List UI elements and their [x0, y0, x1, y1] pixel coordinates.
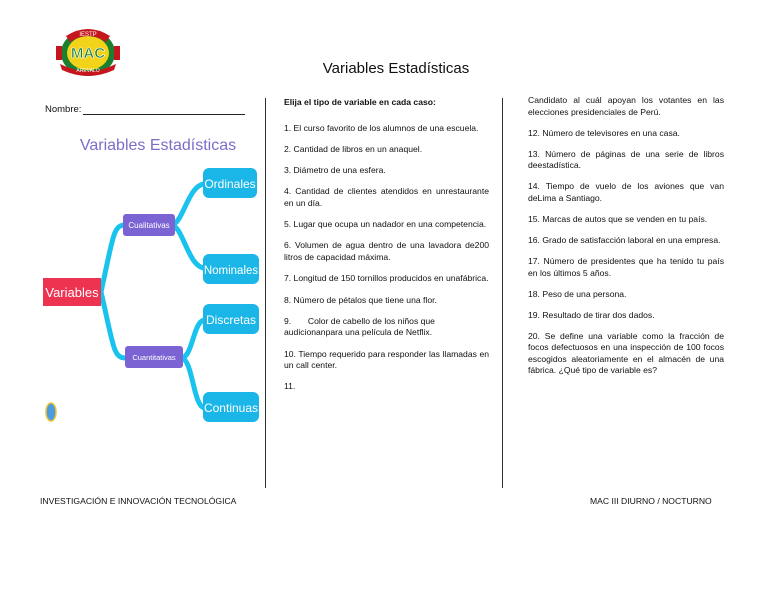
mindmap-branch-cualitativas-label: Cualitativas [128, 221, 170, 230]
question-item: 19. Resultado de tirar dos dados. [528, 309, 655, 320]
question-item: 7. Longitud de 150 tornillos producidos en unafábrica. [284, 273, 489, 284]
questions-column-right [528, 95, 724, 386]
question-item: 4. Cantidad de clientes atendidos en unrestaurante en un día. [284, 186, 489, 208]
question-item: 15. Marcas de autos que se venden en tu país. [528, 213, 708, 224]
logo-sub-text: AREVALO [76, 68, 100, 74]
name-blank-line[interactable] [83, 104, 245, 115]
mindmap-leaf-discretas-label: Discretas [205, 313, 257, 327]
name-field-row [45, 104, 245, 115]
question-item: 2. Cantidad de libros en un anaquel. [284, 143, 423, 154]
mindmap-title: Variables Estadísticas [79, 137, 237, 154]
footer-left-text: INVESTIGACIÓN E INNOVACIÓN TECNOLÓGICA [40, 496, 237, 506]
question-item: Candidato al cuál apoyan los votantes en las elecciones presidenciales de Perú. [528, 95, 724, 117]
mindmap-branch-cuantitativas-label: Cuantitativas [132, 353, 176, 362]
footer-right-text: MAC III DIURNO / NOCTURNO [590, 496, 712, 506]
question-item: 16. Grado de satisfacción laboral en una empresa. [528, 234, 721, 245]
question-item: 9. Color de cabello de los niños que audicionanpara una película de Netflix. [284, 315, 438, 338]
mindmap-leaf-nominales-label: Nominales [203, 265, 259, 277]
question-item: 5. Lugar que ocupa un nadador en una competencia. [284, 219, 487, 230]
mindmap-leaf-ordinales-label: Ordinales [204, 177, 256, 191]
variables-mindmap [43, 128, 263, 440]
column-divider-left [265, 98, 266, 488]
question-item: 8. Número de pétalos que tiene una flor. [284, 294, 437, 305]
logo-top-text: IESTP [79, 32, 97, 38]
mindmap-leaf-continuas-label: Continuas [203, 401, 259, 415]
question-item: 6. Volumen de agua dentro de una lavadora de200 litros de capacidad máxima. [284, 240, 489, 262]
question-item: 1. El curso favorito de los alumnos de una escuela. [284, 122, 479, 133]
question-item: 17. Número de presidentes que ha tenido tu país en los últimos 5 años. [528, 256, 724, 278]
question-item: 20. Se define una variable como la fracción de focos defectuosos en una inspección de 100 focos escogidos aleatoriamente en el almacén de una fábrica. ¿Qué tipo de variable es? [528, 330, 724, 376]
question-item: 3. Diámetro de una esfera. [284, 165, 386, 176]
question-item: 11. [284, 381, 296, 392]
page-title: Variables Estadísticas [322, 60, 470, 77]
column-divider-right [502, 98, 503, 488]
question-item: 12. Número de televisores en una casa. [528, 127, 680, 138]
instructions-heading: Elija el tipo de variable en cada caso: [284, 97, 436, 107]
question-item: 13. Número de páginas de una serie de libros deestadística. [528, 148, 724, 171]
small-badge-icon [46, 403, 56, 421]
name-label: Nombre: [45, 104, 82, 115]
question-item: 10. Tiempo requerido para responder las llamadas en un call center. [284, 348, 489, 371]
questions-column-middle [284, 97, 489, 403]
logo-main-text: MAC [70, 45, 106, 62]
question-item: 18. Peso de una persona. [528, 288, 627, 299]
mindmap-root-label: Variables [45, 285, 99, 300]
question-item: 14. Tiempo de vuelo de los aviones que van deLima a Santiago. [528, 181, 724, 203]
